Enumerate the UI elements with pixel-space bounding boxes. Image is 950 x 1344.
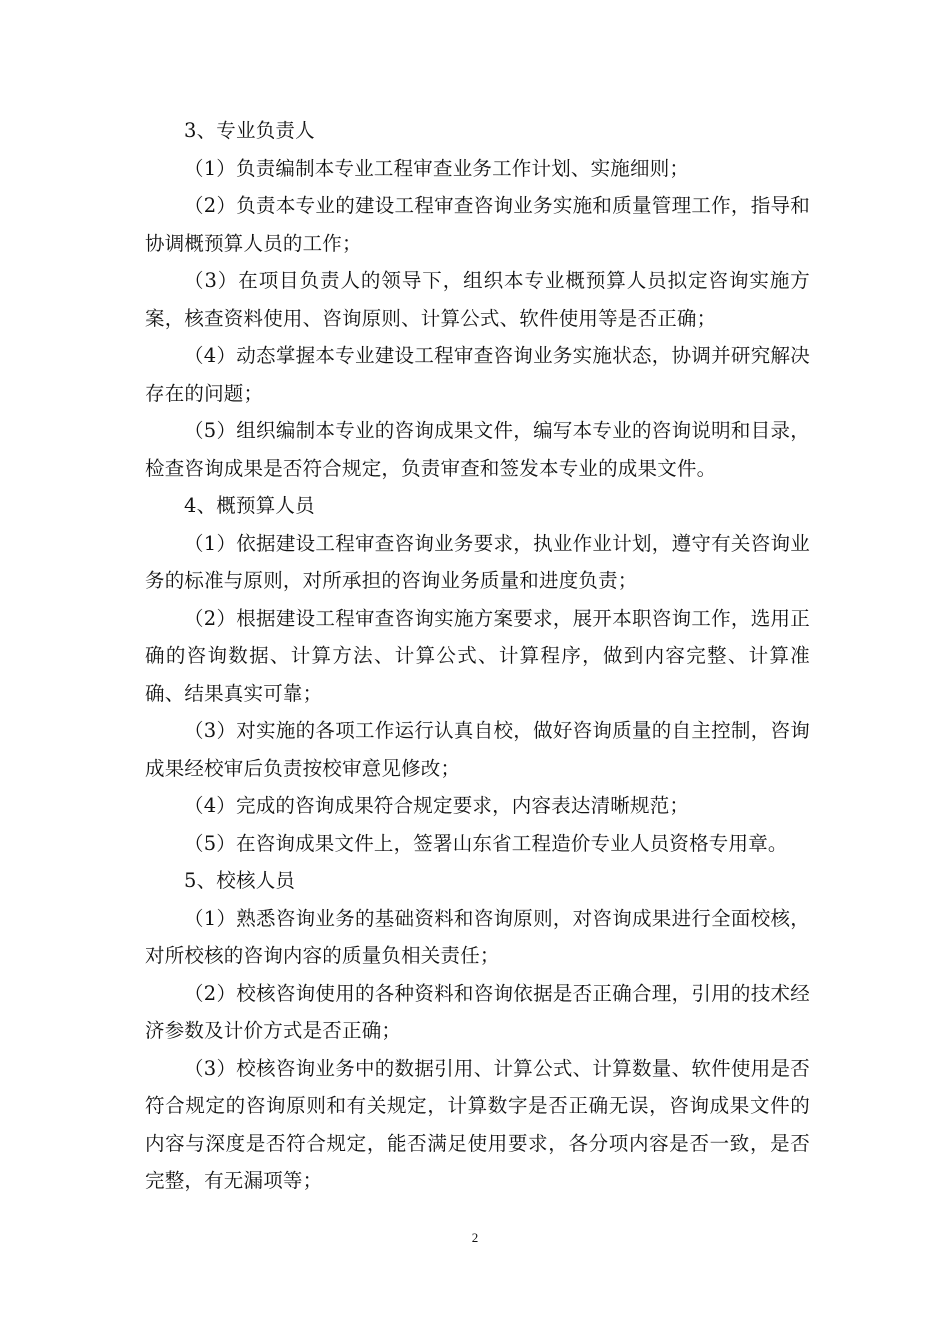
- paragraph: （1）负责编制本专业工程审查业务工作计划、实施细则；: [184, 156, 690, 180]
- paragraph: （2）负责本专业的建设工程审查咨询业务实施和质量管理工作，指导和协调概预算人员的工作；: [145, 194, 810, 255]
- paragraph: （4）动态掌握本专业建设工程审查咨询业务实施状态，协调并研究解决存在的问题；: [145, 344, 810, 405]
- section-heading: 4、概预算人员: [184, 494, 315, 517]
- paragraph: （1）依据建设工程审查咨询业务要求，执业作业计划，遵守有关咨询业务的标准与原则，对所承担的咨询业务质量和进度负责；: [145, 531, 810, 592]
- paragraph: （4）完成的咨询成果符合规定要求，内容表达清晰规范；: [184, 794, 690, 817]
- section-heading: 3、专业负责人: [184, 119, 315, 142]
- paragraph: （5）在咨询成果文件上，签署山东省工程造价专业人员资格专用章。: [184, 831, 788, 855]
- section-heading: 5、校核人员: [184, 869, 296, 892]
- paragraph: （5）组织编制本专业的咨询成果文件，编写本专业的咨询说明和目录，检查咨询成果是否符合规定，负责审查和签发本专业的成果文件。: [145, 419, 810, 480]
- paragraph: （3）对实施的各项工作运行认真自校，做好咨询质量的自主控制，咨询成果经校审后负责按校审意见修改；: [145, 719, 810, 780]
- paragraph: （3）在项目负责人的领导下，组织本专业概预算人员拟定咨询实施方案，核查资料使用、咨询原则、计算公式、软件使用等是否正确；: [145, 269, 810, 330]
- paragraph: （1）熟悉咨询业务的基础资料和咨询原则，对咨询成果进行全面校核，对所校核的咨询内容的质量负相关责任；: [145, 906, 810, 967]
- paragraph: （2）校核咨询使用的各种资料和咨询依据是否正确合理，引用的技术经济参数及计价方式是否正确；: [145, 981, 810, 1042]
- paragraph: （2）根据建设工程审查咨询实施方案要求，展开本职咨询工作，选用正确的咨询数据、计算方法、计算公式、计算程序，做到内容完整、计算准确、结果真实可靠；: [145, 606, 810, 705]
- document-body: [145, 112, 810, 1200]
- page-number: 2: [471, 1230, 479, 1245]
- paragraph: （3）校核咨询业务中的数据引用、计算公式、计算数量、软件使用是否符合规定的咨询原则和有关规定，计算数字是否正确无误，咨询成果文件的内容与深度是否符合规定，能否满足使用要求，各分项内容是否一致，是否完整，有无漏项等；: [145, 1056, 810, 1192]
